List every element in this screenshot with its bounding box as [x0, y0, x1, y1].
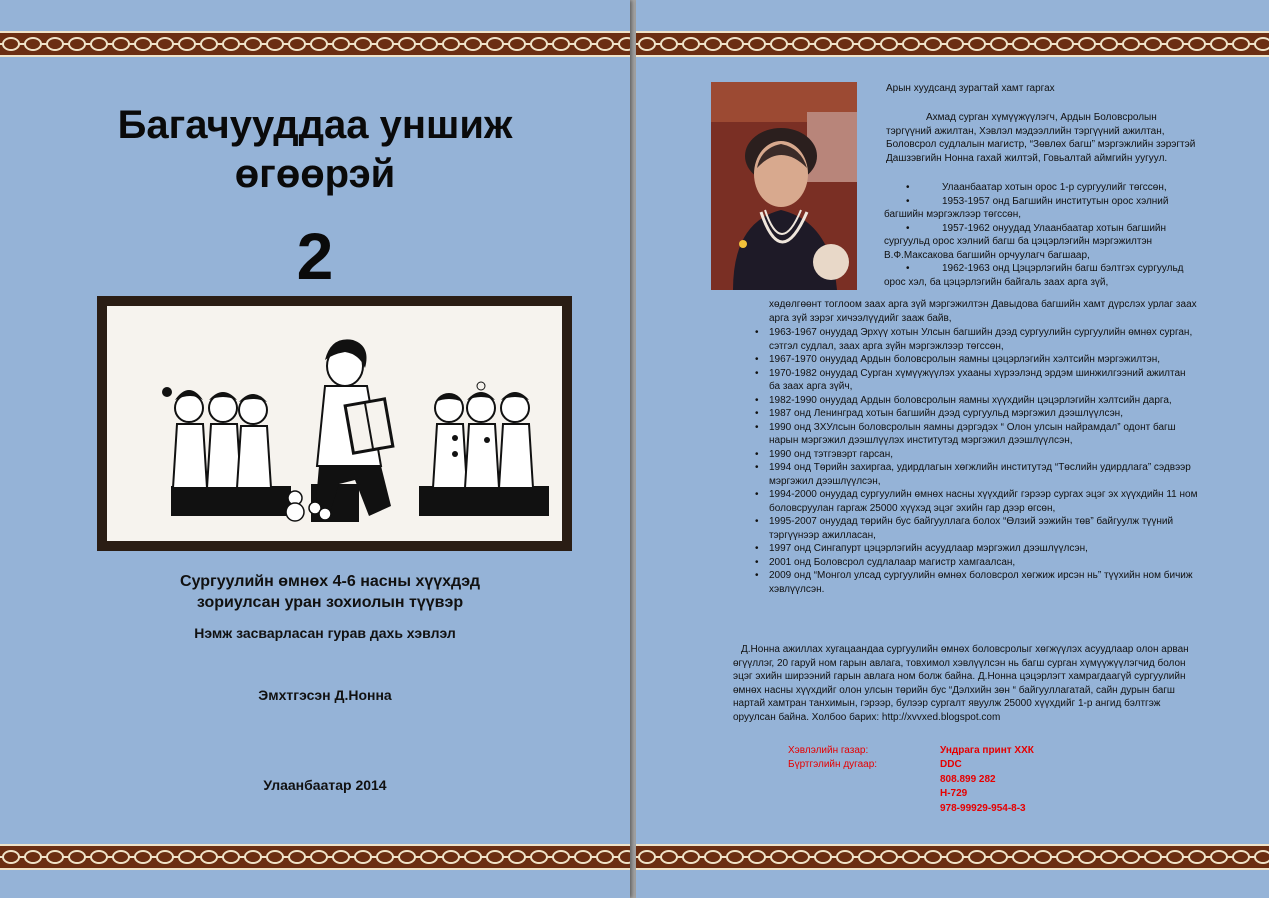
photo-caption: Арын хуудсанд зурагтай хамт гаргах [886, 83, 1055, 94]
cover-illustration-frame [97, 296, 572, 551]
cover-title-line2: өгөөрэй [234, 152, 396, 196]
edition-note: Нэмж засварласан гурав дахь хэвлэл [194, 625, 456, 641]
city-year: Улаанбаатар 2014 [263, 777, 387, 793]
author-intro: Ахмад сурган хүмүүжүүлэгч, Ардын Боловсролын тэргүүний ажилтан, Хэвлэл мэдээллийн тэргүүний ажилтан, Боловсрол судлалын магистр, “Зөвлөх багш” мэргэжлийн зэрэгтэй Дашзэвгийн Нонна гахай жилтэй, Говьалтай аймгийн уугуул. [886, 112, 1196, 164]
h-code: Н-729 [940, 788, 968, 799]
ornamental-border-bottom [0, 844, 630, 870]
subtitle-line2: зориулсан уран зохиолын түүвэр [196, 594, 464, 611]
list-item: • 1953-1957 онд Багшийн институтын орос хэлний багшийн мэргэжлээр төгссөн, [884, 195, 1169, 220]
cover-page [0, 0, 630, 898]
ddc-label: DDC [940, 759, 962, 770]
list-item: • 2001 онд Боловсрол судлалаар магистр хамгаалсан, [755, 556, 1016, 568]
bio-list [755, 326, 1199, 596]
cover-illustration [107, 306, 562, 541]
list-item: • 1994-2000 онуудад сургуулийн өмнөх насны хүүхдийг гэрээр сургах эцэг эх хүүхдийн 11 ном боловсруулан гаргаж 25000 хүүхэд эцэг эхийн гар дээр өгсөн, [755, 489, 1198, 514]
author-bio-page [636, 0, 1269, 898]
ornamental-border-top [636, 31, 1269, 57]
list-item: • 1967-1970 онуудад Ардын боловсролын яамны цэцэрлэгийн хэлтсийн мэргэжилтэн, [755, 354, 1161, 365]
cover-title-line1: Багачууддаа уншиж [117, 103, 513, 147]
ddc-number: 808.899 282 [940, 774, 996, 785]
list-item: • 1970-1982 онуудад Сурган хүмүүжүүлэх ухааны хүрээлэнд эрдэм шинжилгээний ажилтан ба заах арга зүйч, [755, 367, 1186, 392]
knot-pattern [636, 846, 1269, 868]
knot-pattern [0, 846, 630, 868]
list-item: • 1990 онд тэтгэвэрт гарсан, [755, 448, 894, 460]
knot-pattern [636, 33, 1269, 55]
list-item: • 1963-1967 онуудад Эрхүү хотын Улсын багшийн дээд сургуулийн сургуулийн өмнөх сурган, сэтгэл судлал, заах арга зүйн мэргэжлээр төгссөн, [755, 327, 1193, 352]
volume-number: 2 [296, 219, 334, 293]
registration-label: Бүртгэлийн дугаар: [788, 759, 878, 770]
author-summary: Д.Нонна ажиллах хугацаандаа сургуулийн өмнөх боловсролыг хөгжүүлэх асуудлаар олон арван өгүүллэг, 20 гаруй ном гарын авлага, товхимол хэвлүүлсэн нь багш сурган хүмүүжүүлэгчид болон эцэг эхийн ширээний гарын авлага ном болж байна. Д.Нонна цэцэрлэгт хамрагдаагүй сургуулийн өмнөх насны хүүхдийг олон улсын төрийн бус “Дэлхийн зөн “ байгууллагатай, сайн дурын багш нартай хамтран танхимын, гэрээр, булээр сургалт явуулж 25000 хүүхдийг 1-р ангид бэлтгэж оруулсан байна. Холбоо барих: http://xvvxed.blogspot.com [733, 644, 1189, 723]
list-item: • 1994 онд Төрийн захиргаа, удирдлагын хөгжлийн институтэд “Төслийн удирдлага” сэдвээр мэргэжил дээшлүүлсэн, [755, 462, 1191, 487]
author-portrait-image [711, 82, 857, 290]
publisher-name: Ундрага принт ХХК [940, 745, 1034, 756]
list-item: • 1982-1990 онуудад Ардын боловсролын яамны хүүхдийн цэцэрлэгийн хэлтсийн дарга, [755, 394, 1172, 406]
list-item: • 1987 онд Ленинград хотын багшийн дээд сургуульд мэргэжил дээшлүүлсэн, [755, 408, 1123, 419]
ornamental-border-bottom [636, 844, 1269, 870]
ornamental-border-top [0, 31, 630, 57]
teacher-reading-to-children-illustration [119, 316, 549, 531]
list-item: • 1990 онд ЗХУлсын боловсролын яамны дэргэдэх “ Олон улсын найрамдал” одонт багш нарын мэргэжил дээшлүүлэх институтэд мэргэжил дээшлүүлсэн, [755, 421, 1176, 446]
publisher-label: Хэвлэлийн газар: [788, 745, 869, 756]
list-item: • Улаанбаатар хотын орос 1-р сургуулийг төгссөн, [906, 182, 1167, 193]
list-item: • 1957-1962 онуудад Улаанбаатар хотын багшийн сургуульд орос хэлний багш ба цэцэрлэгийн мэргэжилтэн В.Ф.Максакова багшийн орчуулагч багшаар, [884, 222, 1167, 261]
indented-bio-list [884, 181, 1196, 289]
list-item: • 1997 онд Сингапурт цэцэрлэгийн асуудлаар мэргэжил дээшлүүлсэн, [755, 543, 1088, 554]
author-portrait [711, 82, 857, 290]
isbn-number: 978-99929-954-8-3 [940, 803, 1026, 814]
compiler-name: Эмхтгэсэн Д.Нонна [258, 687, 392, 703]
bio-continuation: хөдөлгөөнт тоглоом заах арга зүй мэргэжилтэн Давыдова багшийн хамт дүрслэх урлаг заах арга зүй зэрэг хичээлүүдийг зааж байв, [769, 299, 1197, 324]
subtitle-line1: Сургуулийн өмнөх 4-6 насны хүүхдэд [180, 573, 480, 590]
list-item: • 1995-2007 онуудад төрийн бус байгууллага болох “Өлзий ээжийн төв” байгуулж түүний тэргүүнээр ажилласан, [755, 516, 1174, 541]
list-item: • 1962-1963 онд Цэцэрлэгийн багш бэлтгэх сургуульд орос хэл, ба цэцэрлэгийн байгаль заах арга зүй, [884, 263, 1184, 288]
knot-pattern [0, 33, 630, 55]
list-item: • 2009 онд “Монгол улсад сургуулийн өмнөх боловсрол хөгжиж ирсэн нь” түүхийн ном бичиж хэвлүүлсэн. [755, 570, 1193, 595]
